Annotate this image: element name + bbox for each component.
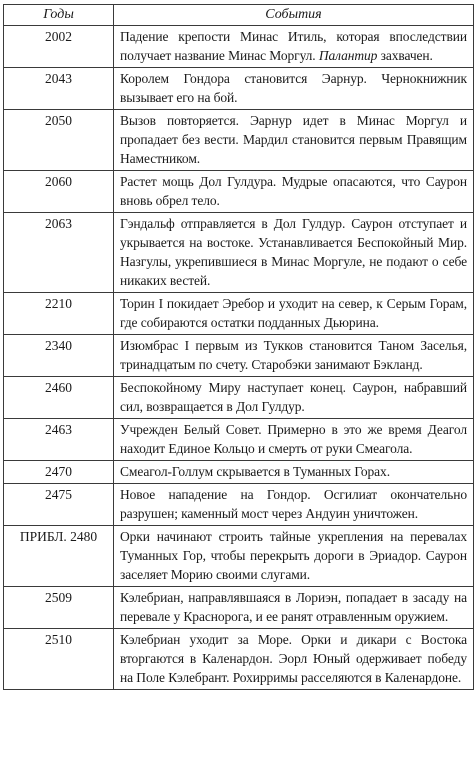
event-cell: Кэлебриан уходит за Море. Орки и дикари с Востока вторгаются в Каленардон. Эорл Юный одерживает победу на Поле Кэлебрант. Рохирримы расселяются в Каленардоне. — [114, 629, 474, 690]
event-text: Падение крепости Минас Итиль, которая впоследствии получает название Минас Моргул. — [120, 29, 467, 63]
table-row — [4, 461, 474, 484]
table-row — [4, 68, 474, 110]
table-body — [4, 26, 474, 690]
event-cell: Беспокойному Миру наступает конец. Саурон, набравший сил, возвращается в Дол Гулдур. — [114, 377, 474, 419]
year-cell: 2470 — [4, 461, 114, 484]
event-cell: Кэлебриан, направлявшаяся в Лориэн, попадает в засаду на перевале у Краснорога, и ее ранят отравленным оружием. — [114, 587, 474, 629]
year-cell: 2463 — [4, 419, 114, 461]
year-cell: 2063 — [4, 213, 114, 293]
table-row — [4, 335, 474, 377]
event-cell: Вызов повторяется. Эарнур идет в Минас Моргул и пропадает без вести. Мардил становится первым Правящим Наместником. — [114, 110, 474, 171]
year-cell: 2510 — [4, 629, 114, 690]
table-header-row — [4, 5, 474, 26]
year-cell: 2340 — [4, 335, 114, 377]
year-cell: 2002 — [4, 26, 114, 68]
event-cell: Новое нападение на Гондор. Осгилиат окончательно разрушен; каменный мост через Андуин уничтожен. — [114, 484, 474, 526]
event-cell: Учрежден Белый Совет. Примерно в это же время Деагол находит Единое Кольцо и смерть от руки Смеагола. — [114, 419, 474, 461]
table-row — [4, 213, 474, 293]
column-header-events: События — [114, 5, 474, 26]
table-row — [4, 377, 474, 419]
event-cell: Гэндальф отправляется в Дол Гулдур. Саурон отступает и укрывается на востоке. Устанавливается Беспокойный Мир. Назгулы, укрепившиеся в Минас Моргуле, не подают о себе никаких вестей. — [114, 213, 474, 293]
year-cell: 2210 — [4, 293, 114, 335]
event-cell: Растет мощь Дол Гулдура. Мудрые опасаются, что Саурон вновь обрел тело. — [114, 171, 474, 213]
year-cell: 2060 — [4, 171, 114, 213]
year-cell: 2043 — [4, 68, 114, 110]
event-cell: Смеагол-Голлум скрывается в Туманных Горах. — [114, 461, 474, 484]
table-row — [4, 419, 474, 461]
event-cell — [114, 26, 474, 68]
event-cell: Торин I покидает Эребор и уходит на север, к Серым Горам, где собираются остатки подданных Дьюрина. — [114, 293, 474, 335]
table-row — [4, 110, 474, 171]
year-cell: 2460 — [4, 377, 114, 419]
chronology-table — [3, 4, 474, 690]
event-cell: Королем Гондора становится Эарнур. Чернокнижник вызывает его на бой. — [114, 68, 474, 110]
table-row — [4, 26, 474, 68]
table-row — [4, 526, 474, 587]
table-row — [4, 629, 474, 690]
year-cell: 2475 — [4, 484, 114, 526]
table-row — [4, 293, 474, 335]
event-text-tail: захвачен. — [380, 48, 433, 63]
event-cell: Орки начинают строить тайные укрепления на перевалах Туманных Гор, чтобы перекрыть дороги в Эриадор. Саурон заселяет Морию своими слугами. — [114, 526, 474, 587]
year-cell: ПРИБЛ. 2480 — [4, 526, 114, 587]
table-row — [4, 484, 474, 526]
event-emphasis: Палантир — [318, 48, 378, 63]
year-cell: 2509 — [4, 587, 114, 629]
column-header-years: Годы — [4, 5, 114, 26]
event-cell: Изюмбрас I первым из Тукков становится Таном Заселья, тринадцатым по счету. Старобэки занимают Бэкланд. — [114, 335, 474, 377]
year-cell: 2050 — [4, 110, 114, 171]
table-row — [4, 587, 474, 629]
table-row — [4, 171, 474, 213]
